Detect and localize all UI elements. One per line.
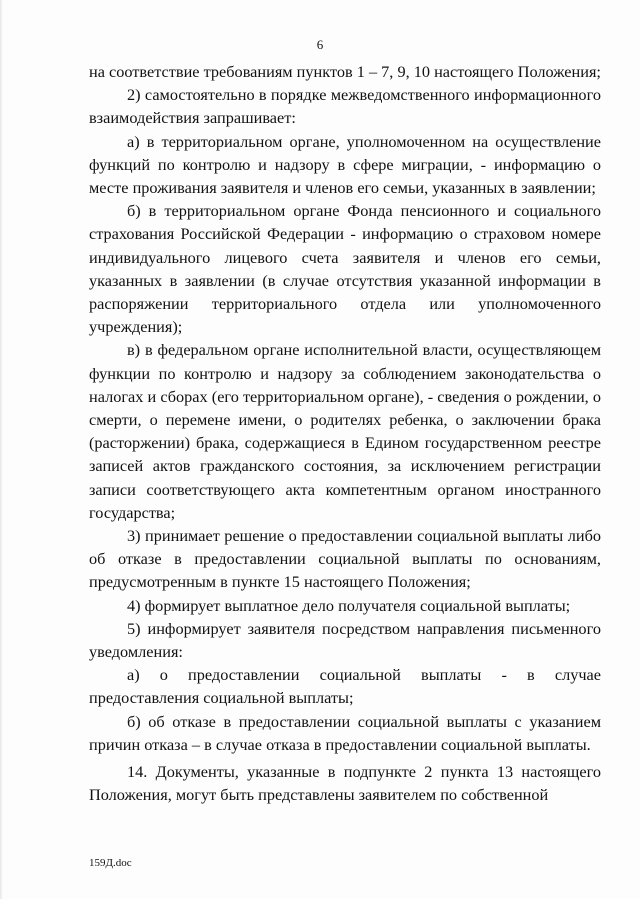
paragraph-section-14: 14. Документы, указанные в подпункте 2 пункта 13 настоящего Положения, могут быть представлены заявителем по собственной xyxy=(89,762,601,805)
paragraph-subitem-a: а) в территориальном органе, уполномоченном на осуществление функций по контролю и надзору в сфере миграции, - информацию о месте проживания заявителя и членов его семьи, указанных в заявлении; xyxy=(89,131,601,198)
paragraph-item-2: 2) самостоятельно в порядке межведомственного информационного взаимодействия запрашивает: xyxy=(89,85,601,128)
paragraph-item-5: 5) информирует заявителя посредством направления письменного уведомления: xyxy=(89,618,601,662)
paragraph-subitem-b: б) в территориальном органе Фонда пенсионного и социального страхования Российской Федерации - информацию о страховом номере индивидуального лицевого счета заявителя и членов его семьи, указанных в заявлении (в случае отсутствия указанной информации в распоряжении территориального отдела или уполномоченного учреждения); xyxy=(89,201,601,337)
page-number: 6 xyxy=(316,37,324,52)
footer-filename: 159Д.doc xyxy=(89,857,132,869)
document-body xyxy=(89,60,601,807)
scan-edge-shadow xyxy=(0,0,3,899)
paragraph-item-4: 4) формирует выплатное дело получателя социальной выплаты; xyxy=(127,595,571,615)
paragraph-item-5-a: а) о предоставлении социальной выплаты - в случае предоставления социальной выплаты; xyxy=(89,665,601,708)
paragraph-item-5-b: б) об отказе в предоставлении социальной выплаты с указанием причин отказа – в случае отказа в предоставлении социальной выплаты. xyxy=(89,711,601,754)
paragraph-continuation: на соответствие требованиям пунктов 1 – 7, 9, 10 настоящего Положения; xyxy=(89,62,601,81)
paragraph-subitem-v: в) в федеральном органе исполнительной власти, осуществляющем функции по контролю и надзору за соблюдением законодательства о налогах и сборах (его территориальном органе), - сведения о рождении, о смерти, о перемене имени, о родителях ребенка, о заключении брака (расторжении) брака, содержащиеся в Едином государственном реестре записей актов гражданского состояния, за исключением регистрации записи соответствующего акта компетентным органом иностранного государства; xyxy=(89,340,601,522)
paragraph-item-3: 3) принимает решение о предоставлении социальной выплаты либо об отказе в предоставлении социальной выплаты по основаниям, предусмотренным в пункте 15 настоящего Положения; xyxy=(89,526,601,592)
